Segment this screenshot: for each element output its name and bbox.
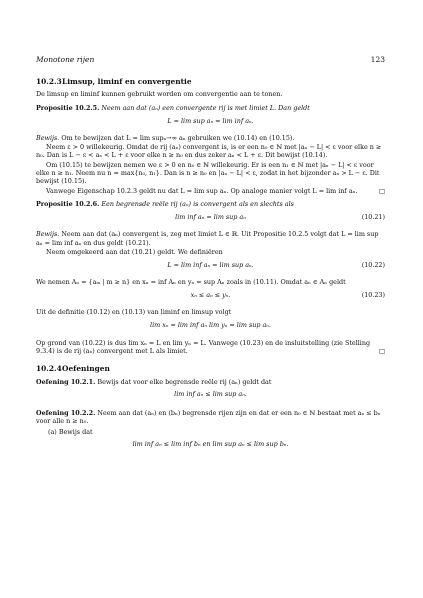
equation-exercise-2: lim inf aₙ ≤ lim inf bₙ en lim sup aₙ ≤ lim sup bₙ. xyxy=(132,439,289,448)
proof-2-paragraph-4: Uit de definitie (10.12) en (10.13) van liminf en limsup volgt xyxy=(36,308,232,317)
exercise-2 xyxy=(36,409,385,426)
proposition-1-label: Propositie 10.2.5. xyxy=(36,103,100,112)
equation-prop-1 xyxy=(36,116,385,130)
proposition-2 xyxy=(36,200,385,208)
proposition-1-text: Neem aan dat (aₙ) een convergente rij is met limiet L. Dan geldt xyxy=(101,103,310,112)
intro-paragraph: De limsup en liminf kunnen gebruikt worden om convergentie aan te tonen. xyxy=(36,90,283,99)
proof-2-line-5: Op grond van (10.22) is dus lim xₙ = L en lim yₙ = L. Vanwege (10.23) en de insluitstelling (zie Stelling 9.3.4) is de rij (aₙ) convergent met L als limiet. xyxy=(36,338,371,356)
equation-liminf-limsup: lim xₙ = lim inf aₙ lim yₙ = lim sup aₙ. xyxy=(150,320,271,329)
equation-10-22-tag: (10.22) xyxy=(361,261,385,270)
proof-1-paragraph-3: Om (10.15) te bewijzen nemen we ε > 0 en n₀ ∈ ℕ willekeurig. Er is een n₁ ∈ ℕ met |aₙ − L| < ε voor elke n ≥ n₁. Neem nu n = max{n₀, n₁}. Dan is n ≥ n₀ en |aₙ − L| < ε, zodat in het bijzonder aₙ > L − ε. Dit bewijst (10.15). xyxy=(36,160,380,186)
proposition-1 xyxy=(36,104,385,112)
equation-10-21-tag: (10.21) xyxy=(361,213,385,222)
section-title: Oefeningen xyxy=(62,364,110,374)
proposition-2-label: Propositie 10.2.6. xyxy=(36,199,100,208)
qed-symbol: □ xyxy=(378,347,385,356)
running-header xyxy=(36,55,385,67)
exercise-1 xyxy=(36,378,385,386)
proof-2-line-1: Neem aan dat (aₙ) convergent is, zeg met limiet L ∈ ℝ. Uit Propositie 10.2.5 volgt dat L = lim sup aₙ = lim inf aₙ en dus geldt (10.21). xyxy=(36,230,379,247)
proof-1-paragraph-1 xyxy=(36,134,385,142)
section-number: 10.2.3 xyxy=(36,77,62,86)
proposition-2-text: Een begrensde reële rij (aₙ) is convergent als en slechts als xyxy=(101,199,294,208)
exercise-2-label: Oefening 10.2.2. xyxy=(36,408,96,417)
equation-10-23-tag: (10.23) xyxy=(361,291,385,300)
equation-10-22 xyxy=(36,260,385,274)
page-body xyxy=(36,72,385,458)
proof-1-paragraph-4 xyxy=(36,187,385,195)
proof-1-label: Bewijs. xyxy=(36,133,60,142)
proof-2-paragraph-1 xyxy=(36,230,385,247)
proof-1-paragraph-2: Neem ε > 0 willekeurig. Omdat de rij (aₙ) convergent is, is er een n₀ ∈ ℕ met |aₙ − L| < ε voor elke n ≥ n₀. Dan is L − ε < aₙ < L + ε voor elke n ≥ n₀ en dus zeker aₙ < L + ε. Dit bewijst (10.14). xyxy=(36,143,382,160)
equation-prop-1-math: L = lim sup aₙ = lim inf aₙ. xyxy=(167,116,254,125)
equation-10-22-math: L = lim inf aₙ = lim sup aₙ. xyxy=(167,261,254,270)
section-heading xyxy=(36,365,385,373)
equation-exercise-1: lim inf aₙ ≤ lim sup aₙ. xyxy=(174,389,247,398)
section-number: 10.2.4 xyxy=(36,364,62,374)
exercise-1-label: Oefening 10.2.1. xyxy=(36,377,96,386)
section-title: Limsup, liminf en convergentie xyxy=(62,77,192,86)
qed-symbol: □ xyxy=(378,186,385,195)
exercise-2-item-a: (a) Bewijs dat xyxy=(48,427,93,436)
equation-10-23 xyxy=(36,290,385,304)
equation-10-23-math: xₙ ≤ aₙ ≤ yₙ. xyxy=(190,291,231,300)
proof-2-paragraph-5 xyxy=(36,339,385,356)
proof-1-line-1: Om te bewijzen dat L = lim supₙ→∞ aₙ gebruiken we (10.14) en (10.15). xyxy=(61,133,295,142)
exercise-1-text: Bewijs dat voor elke begrensde reële rij (aₙ) geldt dat xyxy=(97,377,272,386)
equation-10-21-math: lim inf aₙ = lim sup aₙ xyxy=(175,213,246,222)
exercise-2-text: Neem aan dat (aₙ) en (bₙ) begrensde rijen zijn en dat er een n₀ ∈ ℕ bestaat met aₙ ≤ bₙ voor alle n ≥ n₀. xyxy=(36,408,381,426)
proof-2-paragraph-3: We nemen Aₙ = {aₘ | m ≥ n} en xₙ = inf Aₙ en yₙ = sup Aₙ zoals in (10.11). Omdat aₙ ∈ Aₙ geldt xyxy=(36,278,346,287)
proof-2-label: Bewijs. xyxy=(36,230,60,239)
proof-1-line-4: Vanwege Eigenschap 10.2.3 geldt nu dat L = lim sup aₙ. Op analoge manier volgt L = lim inf aₙ. xyxy=(46,186,358,195)
running-title: Monotone rijen xyxy=(36,55,95,64)
section-heading xyxy=(36,78,385,86)
equation-10-21 xyxy=(36,212,385,226)
page-number: 123 xyxy=(370,55,385,64)
proof-2-paragraph-2: Neem omgekeerd aan dat (10.21) geldt. We definiëren xyxy=(46,247,223,256)
